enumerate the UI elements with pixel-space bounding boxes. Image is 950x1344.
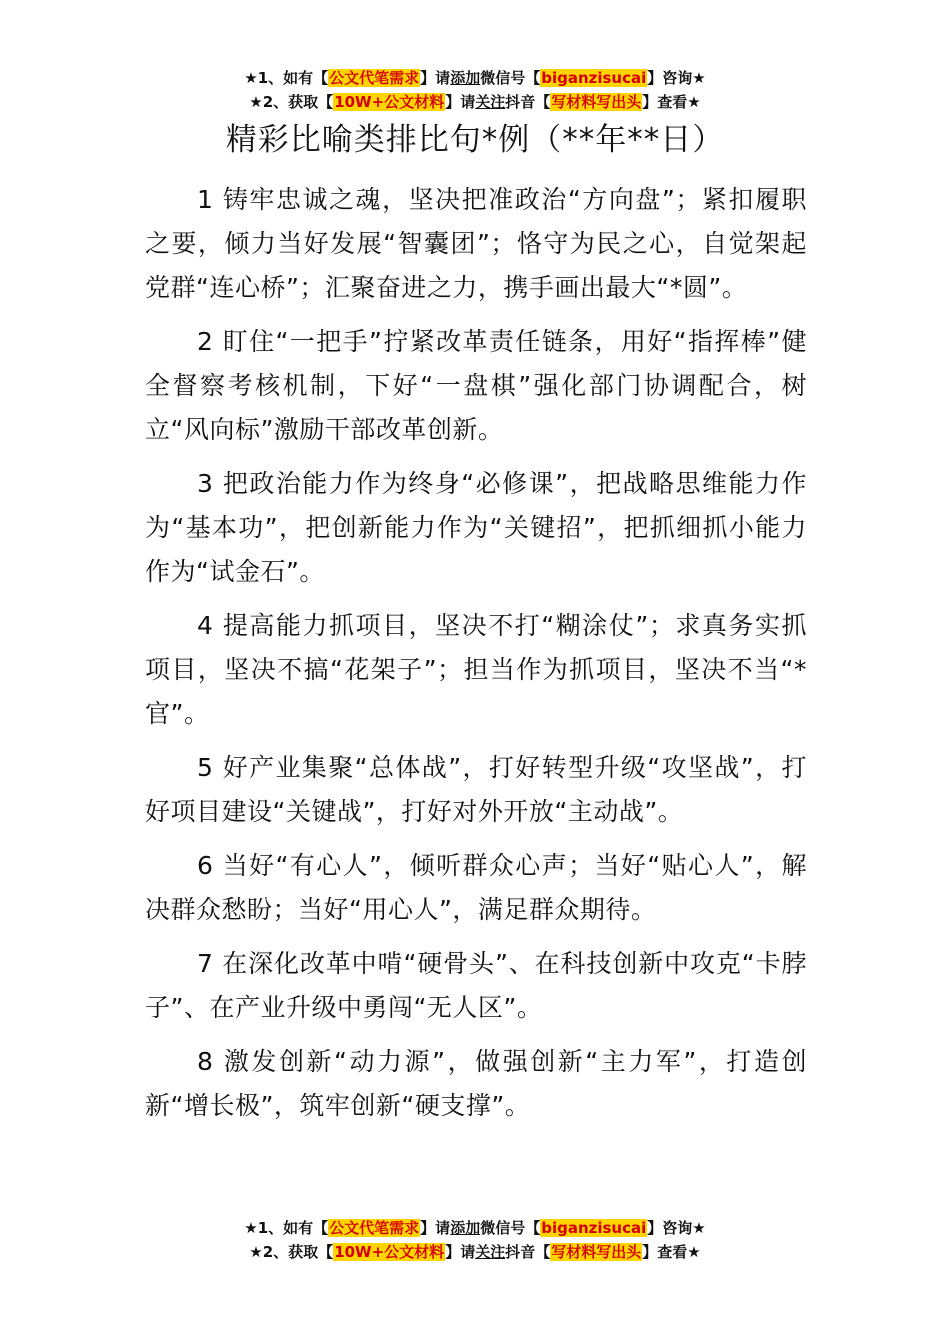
bottom-promo-banner	[0, 1216, 950, 1264]
paragraph: 7 在深化改革中啃“硬骨头”、在科技创新中攻克“卡脖子”、在产业升级中勇闯“无人区”。	[145, 949, 807, 1022]
top-promo-banner	[0, 66, 950, 114]
wechat-id: biganzisucai	[541, 69, 647, 87]
paragraph: 6 当好“有心人”，倾听群众心声；当好“贴心人”，解决群众愁盼；当好“用心人”，满足群众期待。	[145, 851, 807, 924]
wechat-id: biganzisucai	[541, 1219, 647, 1237]
document-title: 精彩比喻类排比句*例（**年**日）	[225, 122, 725, 158]
douyin-account: 写材料写出头	[551, 93, 642, 111]
douyin-account: 写材料写出头	[551, 1243, 642, 1261]
paragraph: 4 提高能力抓项目，坚决不打“糊涂仗”；求真务实抓项目，坚决不搞“花架子”；担当作为抓项目，坚决不当“*官”。	[145, 611, 807, 728]
promo-highlight: 10W+公文材料	[334, 93, 445, 111]
promo-highlight: 公文代笔需求	[329, 69, 420, 87]
paragraph: 5 好产业集聚“总体战”，打好转型升级“攻坚战”，打好项目建设“关键战”，打好对外开放“主动战”。	[145, 753, 807, 826]
paragraph: 8 激发创新“动力源”，做强创新“主力军”，打造创新“增长极”，筑牢创新“硬支撑”。	[145, 1047, 807, 1120]
promo-line-2: ★2、获取【10W+公文材料】请关注抖音【写材料写出头】查看★	[249, 93, 701, 111]
promo-highlight: 10W+公文材料	[334, 1243, 445, 1261]
promo-line-1: ★1、如有【公文代笔需求】请添加微信号【biganzisucai】咨询★	[244, 1219, 706, 1237]
promo-line-1: ★1、如有【公文代笔需求】请添加微信号【biganzisucai】咨询★	[244, 69, 706, 87]
promo-line-2: ★2、获取【10W+公文材料】请关注抖音【写材料写出头】查看★	[249, 1243, 701, 1261]
promo-highlight: 公文代笔需求	[329, 1219, 420, 1237]
document-body	[145, 178, 807, 1138]
paragraph: 2 盯住“一把手”拧紧改革责任链条，用好“指挥棒”健全督察考核机制，下好“一盘棋”强化部门协调配合，树立“风向标”激励干部改革创新。	[145, 327, 807, 444]
paragraph: 1 铸牢忠诚之魂，坚决把准政治“方向盘”；紧扣履职之要，倾力当好发展“智囊团”；恪守为民之心，自觉架起党群“连心桥”；汇聚奋进之力，携手画出最大“*圆”。	[145, 185, 807, 302]
paragraph: 3 把政治能力作为终身“必修课”，把战略思维能力作为“基本功”，把创新能力作为“关键招”，把抓细抓小能力作为“试金石”。	[145, 469, 807, 586]
